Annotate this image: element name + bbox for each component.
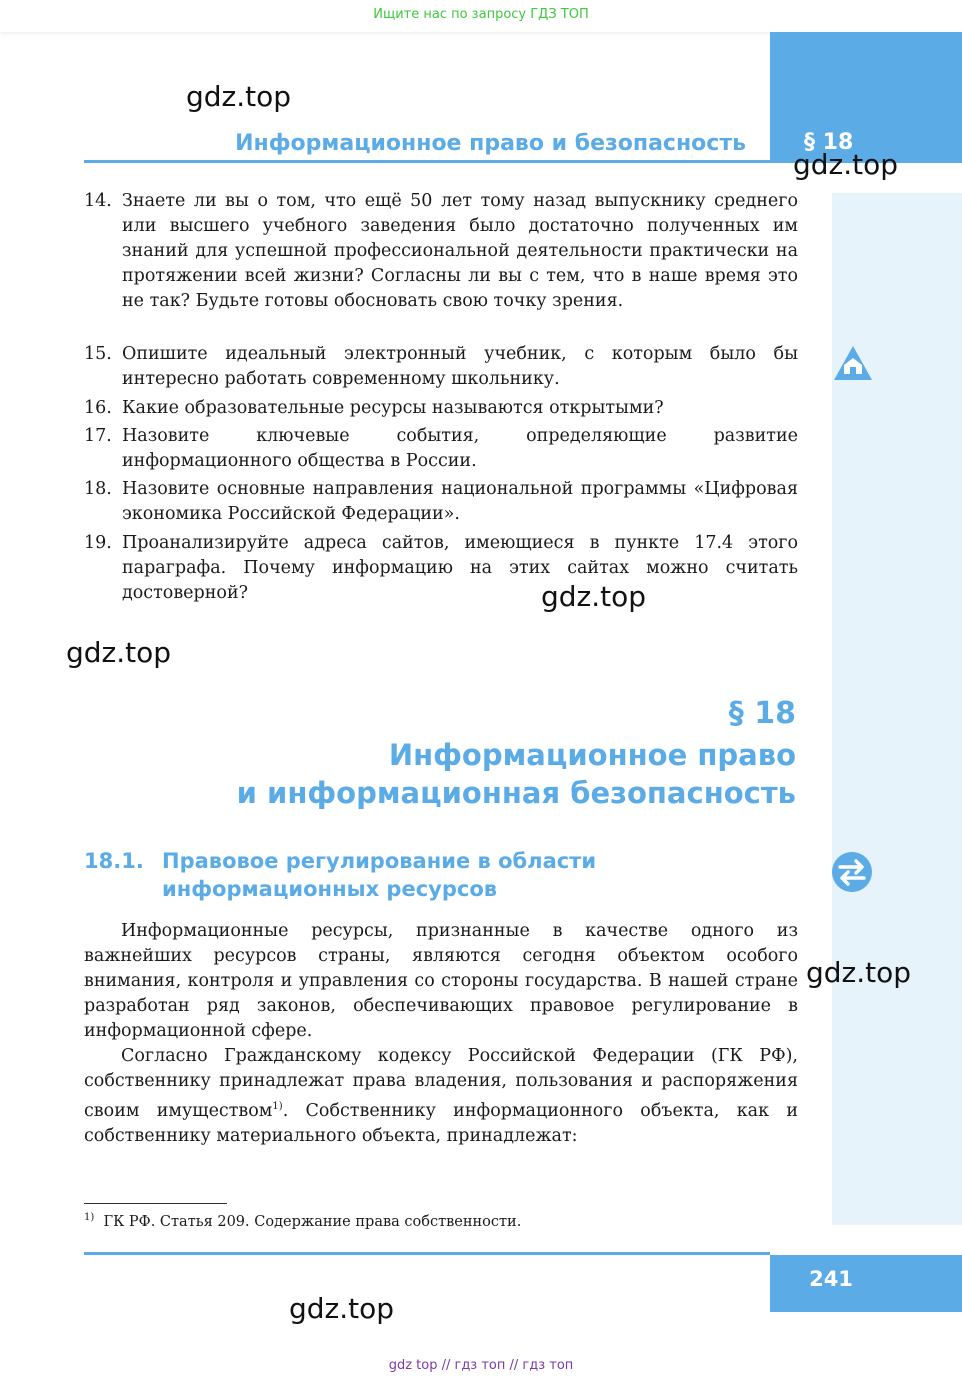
body-paragraph xyxy=(84,1044,798,1149)
section-title-line: Информационное право xyxy=(388,738,796,772)
paragraph-text: . Собственнику информационного объекта, как и собственнику материального объекта, принадлежат: xyxy=(84,1100,798,1146)
watermark: gdz.top xyxy=(541,580,647,613)
bottom-links[interactable]: gdz top // гдз топ // гдз топ xyxy=(388,1358,574,1373)
question-text: Назовите основные направления национальной программы «Цифровая экономика Российской Федерации». xyxy=(122,479,798,524)
footer-rule xyxy=(84,1252,770,1255)
question-item xyxy=(84,342,798,392)
subsection-title: Правовое регулирование в области информационных ресурсов xyxy=(162,849,597,901)
running-header-title: Информационное право и безопасность xyxy=(235,131,746,156)
watermark: gdz.top xyxy=(186,80,292,113)
question-number: 15. xyxy=(84,344,112,364)
question-text: Какие образовательные ресурсы называются открытыми? xyxy=(122,398,664,418)
question-item xyxy=(84,396,798,421)
footnote-rule xyxy=(84,1203,227,1204)
banner-text: Ищите нас по запросу ГДЗ ТОП xyxy=(373,7,589,22)
watermark: gdz.top xyxy=(793,148,899,181)
paragraph-text: Согласно Гражданскому кодексу Российской Федерации (ГК РФ), собственнику принадлежат права владения, пользования и распоряжения своим имуществом xyxy=(84,1046,798,1121)
footnote-text: ГК РФ. Статья 209. Содержание права собственности. xyxy=(103,1213,522,1230)
top-banner xyxy=(0,0,962,32)
body-paragraph: Информационные ресурсы, признанные в качестве одного из важнейших ресурсов страны, являются сегодня объектом особого внимания, контроля и управления со стороны государства. В нашей стране разработан ряд законов, обеспечивающих правовое регулирование в информационной сфере. xyxy=(84,921,798,1041)
question-item xyxy=(84,424,798,474)
question-item xyxy=(84,531,798,606)
question-text: Опишите идеальный электронный учебник, с которым было бы интересно работать современному школьнику. xyxy=(122,344,798,389)
section-title xyxy=(96,736,796,812)
question-text: Проанализируйте адреса сайтов, имеющиеся в пункте 17.4 этого параграфа. Почему информацию на этих сайтах можно считать достоверной? xyxy=(122,533,798,603)
subsection-number: 18.1. xyxy=(84,849,144,873)
header-tab xyxy=(770,32,962,163)
question-text: Знаете ли вы о том, что ещё 50 лет тому назад выпускнику среднего или высшего учебного заведения было достаточно полученных им знаний для успешной профессиональной деятельности практически на протяжении всей жизни? Согласны ли вы с тем, что в наше время это не так? Будьте готовы обосновать свою точку зрения. xyxy=(122,191,798,311)
footnote-mark: 1) xyxy=(84,1212,95,1223)
question-number: 14. xyxy=(84,191,112,211)
question-item xyxy=(84,189,798,314)
question-number: 17. xyxy=(84,426,112,446)
watermark: gdz.top xyxy=(289,1292,395,1325)
question-number: 16. xyxy=(84,398,112,418)
question-number: 19. xyxy=(84,533,112,553)
section-title-line: и информационная безопасность xyxy=(236,776,796,810)
watermark: gdz.top xyxy=(806,956,912,989)
footnote-ref: 1) xyxy=(272,1101,283,1112)
home-icon[interactable] xyxy=(832,344,874,382)
footnote xyxy=(84,1207,521,1233)
question-text: Назовите ключевые события, определяющие развитие информационного общества в России. xyxy=(122,426,798,471)
watermark: gdz.top xyxy=(66,636,172,669)
exchange-icon[interactable] xyxy=(831,851,873,893)
header-rule xyxy=(84,160,770,163)
page-number: 241 xyxy=(809,1267,853,1291)
section-number: § 18 xyxy=(728,696,796,731)
question-item xyxy=(84,477,798,527)
running-header-paragraph: § 18 xyxy=(804,130,854,155)
subsection-heading xyxy=(84,847,784,903)
question-number: 18. xyxy=(84,479,112,499)
